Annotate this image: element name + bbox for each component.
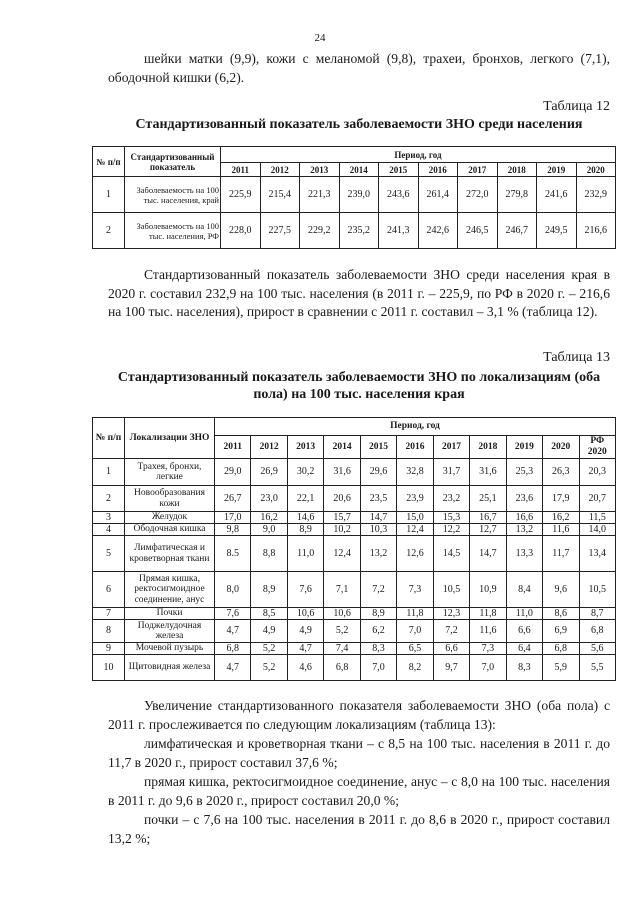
table-cell: 232,9 <box>576 177 616 213</box>
row-label: Щитовидная железа <box>125 655 215 681</box>
row-number: 4 <box>93 524 125 536</box>
table-cell: 22,1 <box>287 486 323 512</box>
table-13-head-loc: Локализации ЗНО <box>125 418 215 459</box>
table-cell: 7,0 <box>470 655 506 681</box>
table-12 <box>92 146 616 249</box>
table-cell: 215,4 <box>260 177 300 213</box>
table-cell: 239,0 <box>339 177 379 213</box>
table-cell: 6,8 <box>324 655 360 681</box>
table-cell: 5,2 <box>251 643 287 655</box>
table-cell: 221,3 <box>300 177 340 213</box>
table-cell: 10,6 <box>324 608 360 620</box>
table-cell: 6,6 <box>433 643 469 655</box>
table-cell: 13,4 <box>579 536 615 572</box>
table-cell: 14,6 <box>287 512 323 524</box>
row-number: 6 <box>93 572 125 608</box>
table-13-year-header: 2019 <box>506 436 542 459</box>
paragraph-rectum: прямая кишка, ректосигмоидное соединение, анус – с 8,0 на 100 тыс. населения в 2011 г. до 9,6 в 2020 г., прирост составил 20,0 %; <box>108 774 610 808</box>
table-cell: 11,8 <box>470 608 506 620</box>
table-cell: 8,4 <box>506 572 542 608</box>
table-row <box>93 213 616 249</box>
table-cell: 241,3 <box>379 213 419 249</box>
table-row <box>93 177 616 213</box>
table-13 <box>92 417 616 681</box>
table-13-caption: Таблица 13 <box>543 350 610 365</box>
table-cell: 8,6 <box>543 608 579 620</box>
row-number: 1 <box>93 459 125 486</box>
table-row <box>93 512 616 524</box>
table-cell: 249,5 <box>537 213 577 249</box>
table-cell: 13,2 <box>360 536 396 572</box>
table-row <box>93 536 616 572</box>
table-cell: 11,7 <box>543 536 579 572</box>
table-cell: 11,8 <box>397 608 433 620</box>
table-cell: 12,4 <box>397 524 433 536</box>
table-cell: 5,9 <box>543 655 579 681</box>
table-cell: 11,0 <box>506 608 542 620</box>
table-13-year-header: 2015 <box>360 436 396 459</box>
table-cell: 9,6 <box>543 572 579 608</box>
table-row <box>93 524 616 536</box>
table-cell: 261,4 <box>418 177 458 213</box>
table-cell: 25,1 <box>470 486 506 512</box>
table-cell: 5,6 <box>579 643 615 655</box>
table-cell: 10,5 <box>579 572 615 608</box>
table-cell: 229,2 <box>300 213 340 249</box>
table-cell: 23,0 <box>251 486 287 512</box>
table-cell: 29,0 <box>215 459 251 486</box>
table-cell: 12,3 <box>433 608 469 620</box>
table-13-year-header: 2016 <box>397 436 433 459</box>
table-cell: 16,2 <box>543 512 579 524</box>
paragraph-kidney: почки – с 7,6 на 100 тыс. населения в 2011 г. до 8,6 в 2020 г., прирост составил 13,2 %; <box>108 812 610 846</box>
table-row <box>93 486 616 512</box>
table-cell: 7,2 <box>433 620 469 643</box>
table-12-year-header: 2017 <box>458 163 498 177</box>
table-row <box>93 608 616 620</box>
table-cell: 242,6 <box>418 213 458 249</box>
table-cell: 6,8 <box>543 643 579 655</box>
page-number: 24 <box>314 32 326 44</box>
table-cell: 5,2 <box>324 620 360 643</box>
table-cell: 12,6 <box>397 536 433 572</box>
table-cell: 16,7 <box>470 512 506 524</box>
table-cell: 31,6 <box>324 459 360 486</box>
table-cell: 6,8 <box>579 620 615 643</box>
table-cell: 246,5 <box>458 213 498 249</box>
table-13-year-header: 2018 <box>470 436 506 459</box>
table-cell: 7,6 <box>215 608 251 620</box>
table-cell: 8,9 <box>360 608 396 620</box>
table-cell: 12,7 <box>470 524 506 536</box>
table-cell: 15,0 <box>397 512 433 524</box>
table-cell: 225,9 <box>221 177 261 213</box>
table-cell: 23,2 <box>433 486 469 512</box>
table-cell: 30,2 <box>287 459 323 486</box>
table-13-body <box>93 459 616 681</box>
table-cell: 8,3 <box>506 655 542 681</box>
table-12-head-period: Период, год <box>221 147 616 163</box>
row-number: 2 <box>93 486 125 512</box>
table-cell: 8,9 <box>287 524 323 536</box>
row-number: 8 <box>93 620 125 643</box>
row-number: 2 <box>93 213 125 249</box>
row-label: Мочевой пузырь <box>125 643 215 655</box>
row-label: Трахея, бронхи, легкие <box>125 459 215 486</box>
table-cell: 7,2 <box>360 572 396 608</box>
table-12-head-indicator: Стандартизованный показатель <box>125 147 221 177</box>
table-cell: 7,4 <box>324 643 360 655</box>
table-cell: 228,0 <box>221 213 261 249</box>
table-cell: 13,2 <box>506 524 542 536</box>
table-cell: 23,5 <box>360 486 396 512</box>
table-cell: 14,7 <box>470 536 506 572</box>
table-cell: 14,5 <box>433 536 469 572</box>
table-12-year-header: 2016 <box>418 163 458 177</box>
table-cell: 227,5 <box>260 213 300 249</box>
table-13-head-period: Период, год <box>215 418 616 436</box>
table-cell: 25,3 <box>506 459 542 486</box>
table-13-title: Стандартизованный показатель заболеваемости ЗНО по локализациям (оба пола) на 100 тыс. населения края <box>117 370 601 402</box>
table-cell: 9,7 <box>433 655 469 681</box>
table-cell: 8,0 <box>215 572 251 608</box>
table-cell: 7,3 <box>470 643 506 655</box>
table-cell: 6,6 <box>506 620 542 643</box>
table-cell: 4,6 <box>287 655 323 681</box>
row-label: Заболеваемость на 100 тыс. населения, край <box>125 177 221 213</box>
table-cell: 26,7 <box>215 486 251 512</box>
table-12-year-header: 2014 <box>339 163 379 177</box>
table-cell: 20,6 <box>324 486 360 512</box>
table-13-year-header: 2012 <box>251 436 287 459</box>
table-12-year-header: 2020 <box>576 163 616 177</box>
table-cell: 4,7 <box>215 655 251 681</box>
table-cell: 8,9 <box>251 572 287 608</box>
table-12-title: Стандартизованный показатель заболеваемости ЗНО среди населения <box>135 117 583 132</box>
table-cell: 16,2 <box>251 512 287 524</box>
intro-paragraph: шейки матки (9,9), кожи с меланомой (9,8), трахеи, бронхов, легкого (7,1), ободочной кишки (6,2). <box>108 51 610 85</box>
table-cell: 17,0 <box>215 512 251 524</box>
table-cell: 9,0 <box>251 524 287 536</box>
paragraph-lymph: лимфатическая и кроветворная ткани – с 8,5 на 100 тыс. населения в 2011 г. до 11,7 в 2020 г., прирост составил 37,6 %; <box>108 736 610 770</box>
row-label: Новообразования кожи <box>125 486 215 512</box>
table-row <box>93 459 616 486</box>
table-cell: 6,9 <box>543 620 579 643</box>
table-cell: 31,6 <box>470 459 506 486</box>
table-13-year-header: 2011 <box>215 436 251 459</box>
table-cell: 216,6 <box>576 213 616 249</box>
table-cell: 20,7 <box>579 486 615 512</box>
table-cell: 7,3 <box>397 572 433 608</box>
table-cell: 11,6 <box>543 524 579 536</box>
table-cell: 246,7 <box>497 213 537 249</box>
row-number: 10 <box>93 655 125 681</box>
table-cell: 11,6 <box>470 620 506 643</box>
table-cell: 9,8 <box>215 524 251 536</box>
table-cell: 8,8 <box>251 536 287 572</box>
table-cell: 4,9 <box>287 620 323 643</box>
table-cell: 11,0 <box>287 536 323 572</box>
row-label: Ободочная кишка <box>125 524 215 536</box>
table-cell: 4,7 <box>287 643 323 655</box>
table-12-caption: Таблица 12 <box>543 99 610 114</box>
table-13-year-header: 2013 <box>287 436 323 459</box>
table-cell: 10,3 <box>360 524 396 536</box>
row-label: Желудок <box>125 512 215 524</box>
table-12-year-header: 2012 <box>260 163 300 177</box>
table-cell: 26,9 <box>251 459 287 486</box>
table-13-year-header: 2017 <box>433 436 469 459</box>
table-cell: 23,9 <box>397 486 433 512</box>
table-cell: 15,7 <box>324 512 360 524</box>
table-cell: 10,9 <box>470 572 506 608</box>
table-cell: 7,6 <box>287 572 323 608</box>
table-cell: 31,7 <box>433 459 469 486</box>
table-cell: 32,8 <box>397 459 433 486</box>
table-cell: 241,6 <box>537 177 577 213</box>
table-cell: 10,2 <box>324 524 360 536</box>
table-cell: 29,6 <box>360 459 396 486</box>
table-13-year-header: РФ 2020 <box>579 436 615 459</box>
row-number: 7 <box>93 608 125 620</box>
table-cell: 13,3 <box>506 536 542 572</box>
table-13-year-header: 2014 <box>324 436 360 459</box>
table-13-year-header: 2020 <box>543 436 579 459</box>
table-row <box>93 620 616 643</box>
table-cell: 279,8 <box>497 177 537 213</box>
table-row <box>93 572 616 608</box>
table-cell: 5,5 <box>579 655 615 681</box>
row-label: Заболеваемость на 100 тыс. населения, РФ <box>125 213 221 249</box>
row-number: 9 <box>93 643 125 655</box>
table-cell: 7,0 <box>360 655 396 681</box>
row-label: Поджелудочная железа <box>125 620 215 643</box>
table-cell: 6,8 <box>215 643 251 655</box>
table-cell: 14,0 <box>579 524 615 536</box>
table-cell: 20,3 <box>579 459 615 486</box>
table-cell: 10,5 <box>433 572 469 608</box>
table-cell: 14,7 <box>360 512 396 524</box>
table-cell: 12,4 <box>324 536 360 572</box>
table-row <box>93 643 616 655</box>
table-cell: 8,3 <box>360 643 396 655</box>
table-cell: 26,3 <box>543 459 579 486</box>
table-row <box>93 655 616 681</box>
table-13-head-num: № п/п <box>93 418 125 459</box>
table-cell: 6,2 <box>360 620 396 643</box>
table-12-year-header: 2015 <box>379 163 419 177</box>
table-cell: 8.5 <box>215 536 251 572</box>
row-number: 5 <box>93 536 125 572</box>
table-cell: 8,5 <box>251 608 287 620</box>
table-12-body <box>93 177 616 249</box>
table-cell: 11,5 <box>579 512 615 524</box>
table-12-year-header: 2019 <box>537 163 577 177</box>
table-12-year-header: 2011 <box>221 163 261 177</box>
table-cell: 4,9 <box>251 620 287 643</box>
table-cell: 16,6 <box>506 512 542 524</box>
table-12-head-num: № п/п <box>93 147 125 177</box>
table-cell: 6,5 <box>397 643 433 655</box>
table-cell: 7,0 <box>397 620 433 643</box>
row-number: 3 <box>93 512 125 524</box>
table-cell: 15,3 <box>433 512 469 524</box>
table-cell: 7,1 <box>324 572 360 608</box>
table-cell: 17,9 <box>543 486 579 512</box>
row-label: Почки <box>125 608 215 620</box>
table-12-year-header: 2018 <box>497 163 537 177</box>
row-number: 1 <box>93 177 125 213</box>
row-label: Прямая кишка, ректосигмоидное соединение, анус <box>125 572 215 608</box>
table-cell: 12,2 <box>433 524 469 536</box>
table-cell: 8,2 <box>397 655 433 681</box>
paragraph-table-12: Стандартизованный показатель заболеваемости ЗНО среди населения края в 2020 г. составил 232,9 на 100 тыс. населения (в 2011 г. – 225,9, по РФ в 2020 г. – 216,6 на 100 тыс. населения), прирост в сравнении с 2011 г. составил – 3,1 % (таблица 12). <box>108 267 610 319</box>
table-cell: 5,2 <box>251 655 287 681</box>
table-cell: 8,7 <box>579 608 615 620</box>
table-cell: 235,2 <box>339 213 379 249</box>
table-12-year-header: 2013 <box>300 163 340 177</box>
row-label: Лимфатическая и кроветворная ткани <box>125 536 215 572</box>
table-cell: 4,7 <box>215 620 251 643</box>
table-cell: 6,4 <box>506 643 542 655</box>
paragraph-table-13-intro: Увеличение стандартизованного показателя заболеваемости ЗНО (оба пола) с 2011 г. прослеживается по следующим локализациям (таблица 13): <box>108 698 610 732</box>
table-cell: 23,6 <box>506 486 542 512</box>
table-cell: 10,6 <box>287 608 323 620</box>
table-cell: 243,6 <box>379 177 419 213</box>
table-cell: 272,0 <box>458 177 498 213</box>
